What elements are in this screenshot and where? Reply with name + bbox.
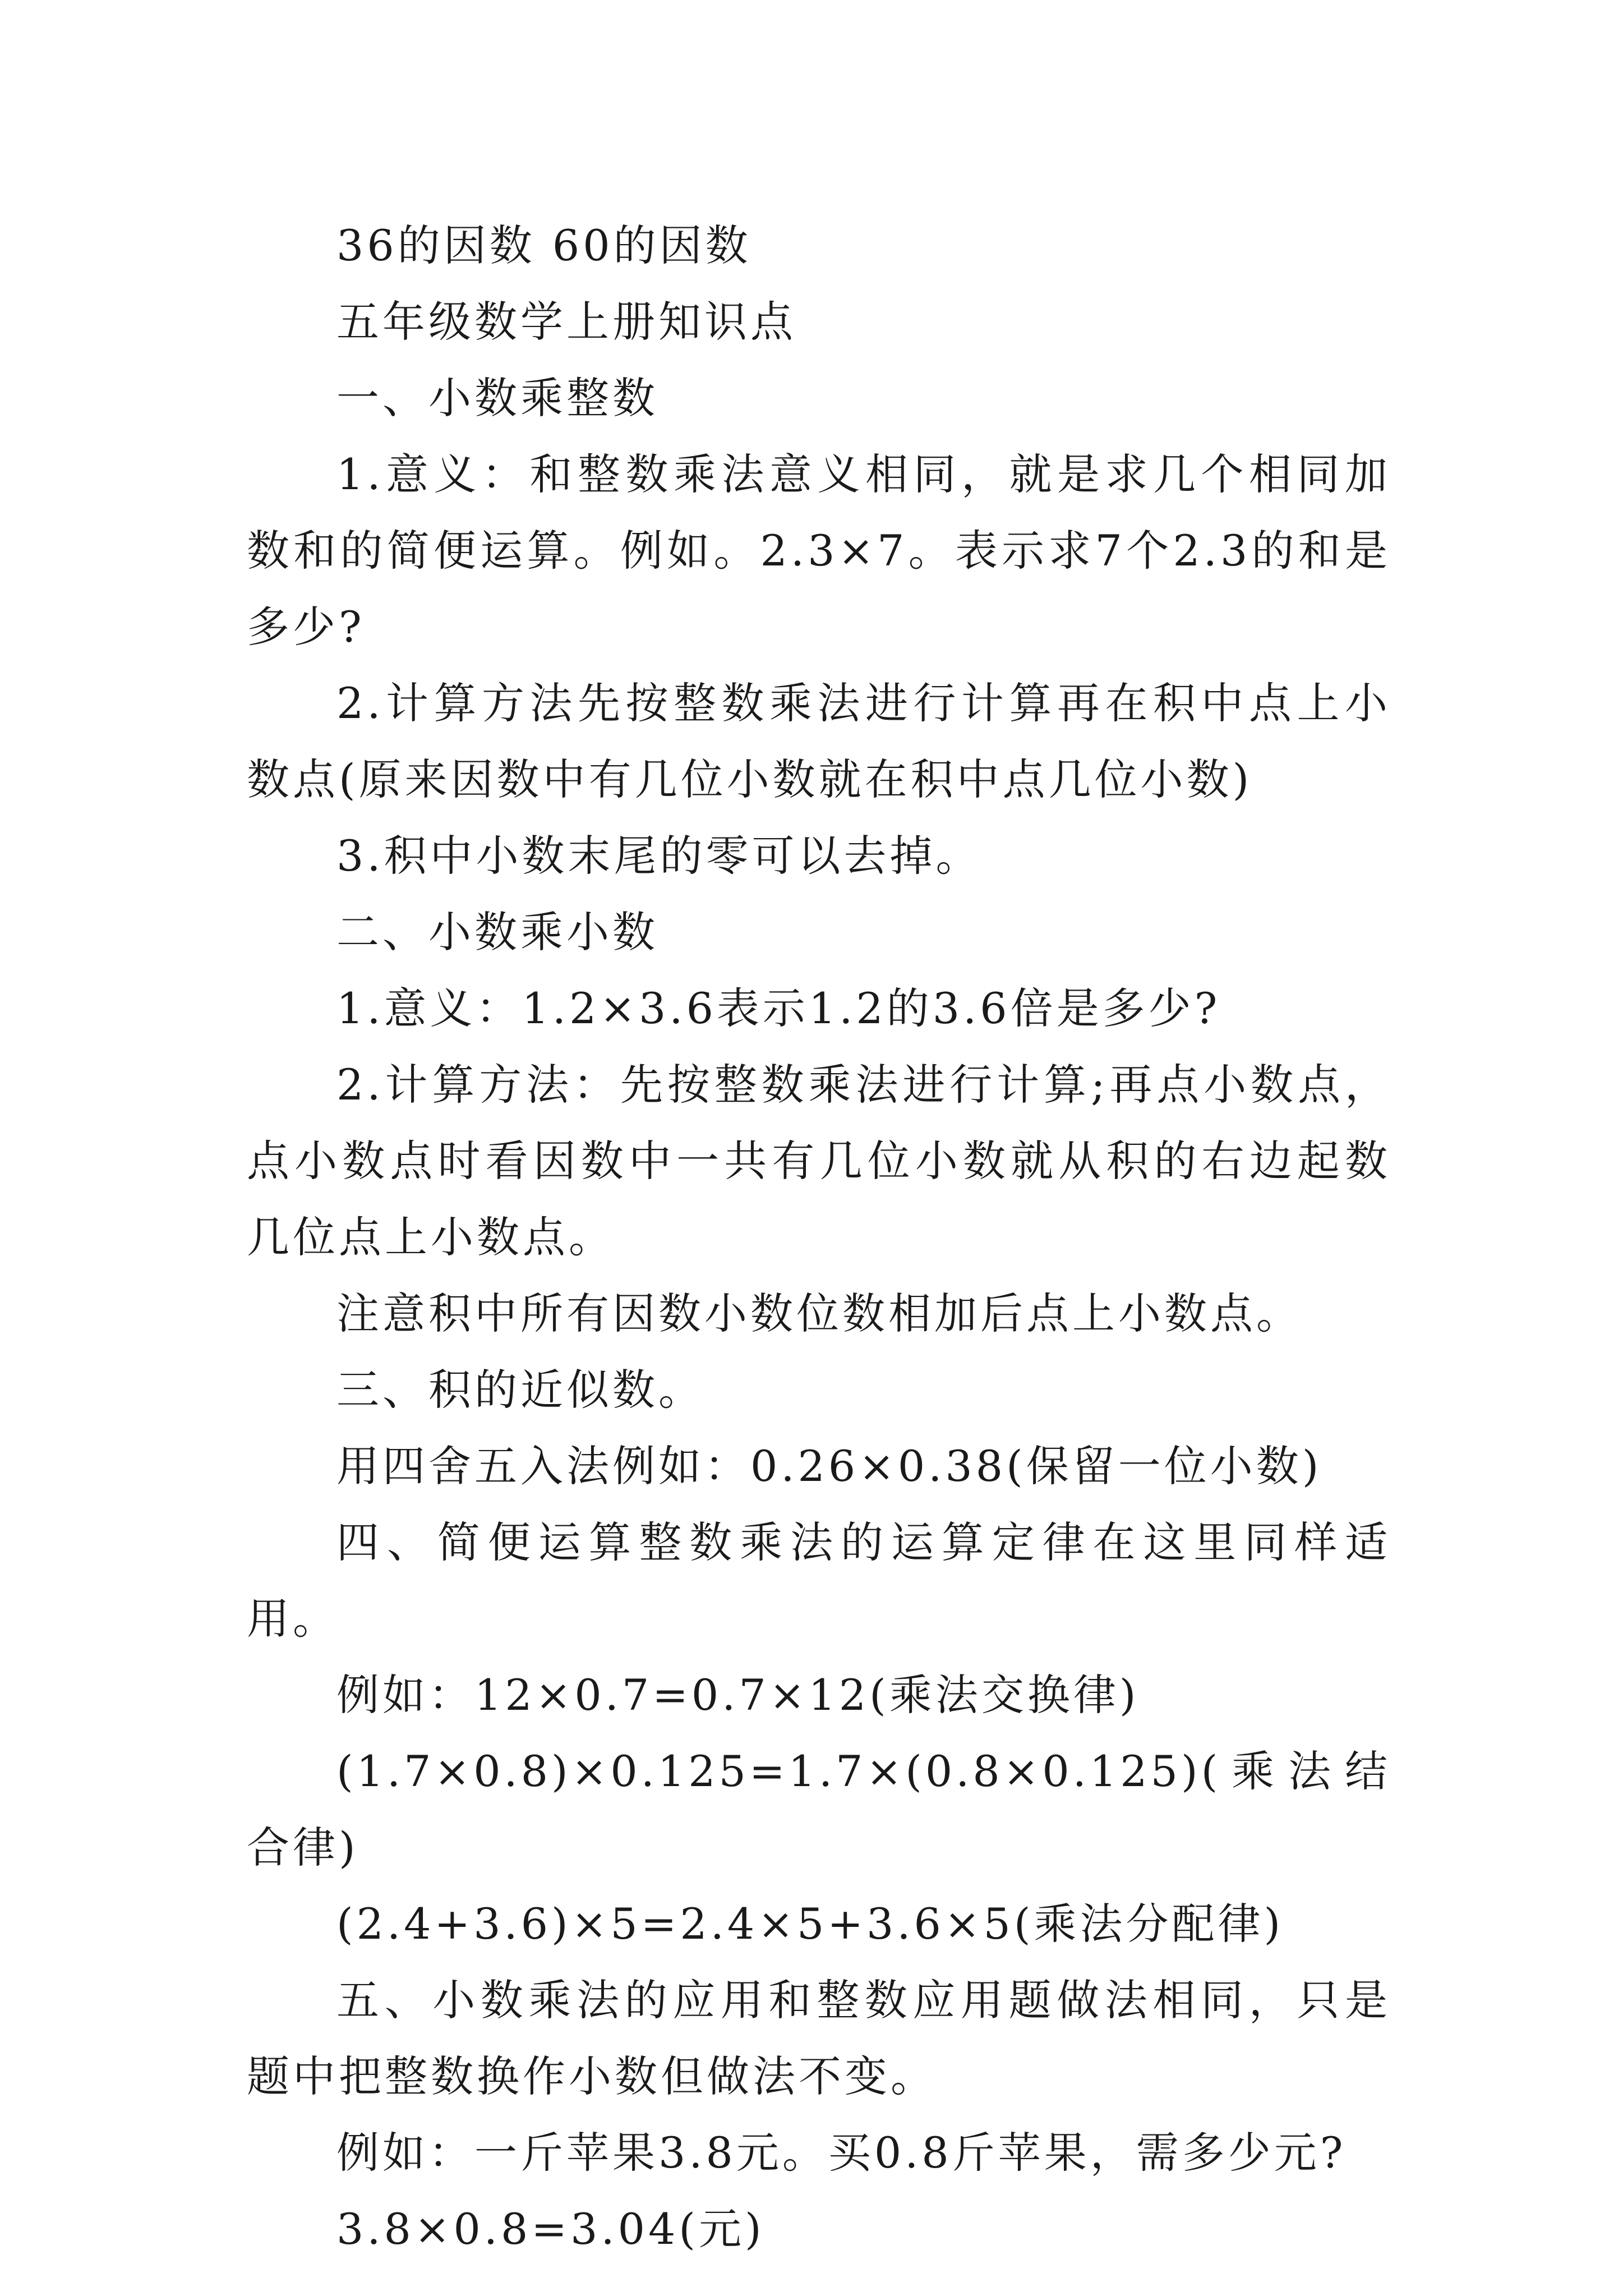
section-heading-2: 二、小数乘小数 — [336, 907, 658, 957]
section-heading-5: 五、小数乘法的应用和整数应用题做法相同，只是题中把整数换作小数但做法不变。 — [247, 1975, 1391, 2101]
paragraph: 3.8×0.8=3.04(元) — [336, 2204, 765, 2254]
paragraph: 注意积中所有因数小数位数相加后点上小数点。 — [336, 1289, 1302, 1338]
section-heading-3: 三、积的近似数。 — [336, 1365, 704, 1415]
paragraph: 例如：12×0.7=0.7×12(乘法交换律) — [336, 1670, 1140, 1720]
paragraph-title: 五年级数学上册知识点 — [336, 297, 796, 347]
paragraph: (2.4+3.6)×5=2.4×5+3.6×5(乘法分配律) — [336, 1899, 1284, 1949]
document-body — [247, 208, 1391, 2267]
paragraph: (1.7×0.8)×0.125=1.7×(0.8×0.125)(乘法结合律) — [247, 1746, 1391, 1872]
section-heading-1: 一、小数乘整数 — [336, 373, 658, 423]
section-heading-4: 四、简便运算整数乘法的运算定律在这里同样适用。 — [247, 1517, 1391, 1644]
paragraph: 2.计算方法先按整数乘法进行计算再在积中点上小数点(原来因数中有几位小数就在积中点几位小数) — [247, 678, 1391, 804]
paragraph: 2.计算方法：先按整数乘法进行计算;再点小数点，点小数点时看因数中一共有几位小数就从积的右边起数几位点上小数点。 — [247, 1060, 1391, 1262]
paragraph: 用四舍五入法例如：0.26×0.38(保留一位小数) — [336, 1441, 1322, 1491]
paragraph-factors: 36的因数 60的因数 — [336, 220, 751, 270]
paragraph: 1.意义：和整数乘法意义相同，就是求几个相同加数和的简便运算。例如。2.3×7。表示求7个2.3的和是多少? — [247, 449, 1391, 652]
paragraph: 例如：一斤苹果3.8元。买0.8斤苹果，需多少元? — [336, 2128, 1347, 2178]
paragraph: 3.积中小数末尾的零可以去掉。 — [336, 831, 982, 881]
paragraph: 1.意义：1.2×3.6表示1.2的3.6倍是多少? — [336, 983, 1221, 1033]
